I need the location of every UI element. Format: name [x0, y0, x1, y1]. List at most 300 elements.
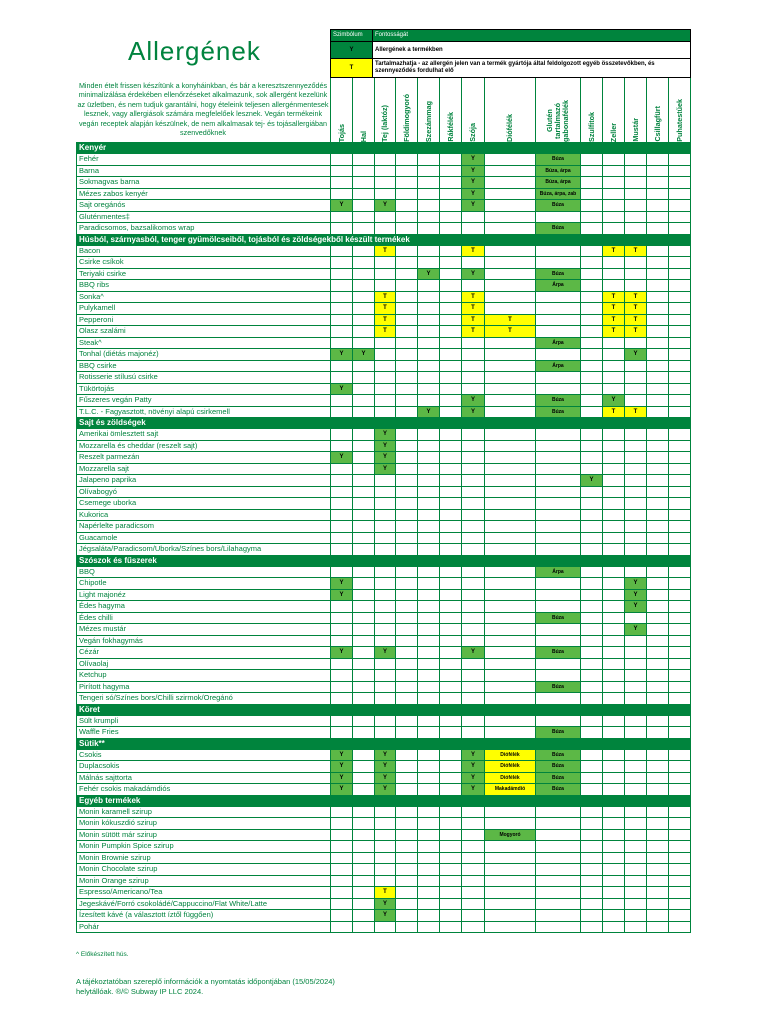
allergen-cell	[396, 715, 418, 727]
allergen-cell	[418, 532, 440, 544]
allergen-cell	[603, 670, 625, 682]
column-header	[581, 78, 603, 143]
allergen-cell: Búza, árpa	[536, 165, 581, 177]
allergen-cell	[603, 784, 625, 796]
allergen-cell	[396, 303, 418, 315]
table-row	[77, 223, 691, 235]
table-row	[77, 681, 691, 693]
allergen-cell	[396, 749, 418, 761]
table-row	[77, 395, 691, 407]
allergen-cell: Y	[462, 188, 485, 200]
allergen-cell: Y	[462, 749, 485, 761]
allergen-cell: Y	[462, 268, 485, 280]
footnote: ^ Előkészített hús.	[76, 951, 129, 958]
allergen-cell	[603, 360, 625, 372]
allergen-cell	[375, 406, 396, 418]
allergen-cell: Y	[375, 910, 396, 922]
allergen-cell	[669, 360, 691, 372]
allergen-cell	[485, 452, 536, 464]
allergen-cell	[331, 475, 353, 487]
allergen-cell: Búza	[536, 647, 581, 659]
item-name: Paradicsomos, bazsalikomos wrap	[77, 223, 331, 235]
table-row	[77, 383, 691, 395]
allergen-cell	[353, 360, 375, 372]
allergen-cell: Diófélék	[485, 761, 536, 773]
allergen-cell	[440, 360, 462, 372]
table-row	[77, 326, 691, 338]
allergen-cell	[485, 395, 536, 407]
allergen-cell	[625, 532, 647, 544]
allergen-cell	[418, 223, 440, 235]
allergen-cell	[375, 498, 396, 510]
allergen-cell	[375, 829, 396, 841]
allergen-cell: Y	[331, 761, 353, 773]
allergen-cell	[462, 601, 485, 613]
allergen-cell	[375, 223, 396, 235]
allergen-cell: Árpa	[536, 566, 581, 578]
allergen-cell	[625, 211, 647, 223]
allergen-cell	[669, 200, 691, 212]
allergen-cell: Y	[462, 772, 485, 784]
allergen-cell	[440, 887, 462, 899]
allergen-cell	[418, 715, 440, 727]
allergen-cell	[418, 314, 440, 326]
allergen-cell	[669, 921, 691, 933]
column-header-label: Szulfitok	[586, 112, 596, 142]
copyright-text: A tájékoztatóban szereplő információk a nyomtatás időpontjában (15/05/2024) helytállóak. ®/© Subway IP LLC 2024.	[76, 977, 335, 996]
allergen-cell	[353, 326, 375, 338]
allergen-cell	[353, 898, 375, 910]
allergen-cell	[669, 829, 691, 841]
allergen-cell	[669, 268, 691, 280]
allergen-cell	[396, 372, 418, 384]
allergen-cell	[440, 532, 462, 544]
section-header-row	[77, 795, 691, 806]
allergen-cell: Y	[353, 349, 375, 361]
item-name: Édes chilli	[77, 612, 331, 624]
allergen-cell	[331, 509, 353, 521]
allergen-cell	[536, 544, 581, 556]
allergen-cell: Y	[331, 772, 353, 784]
item-name: Tengeri só/Színes bors/Chilli szirmok/Oregánó	[77, 693, 331, 705]
allergen-cell	[625, 154, 647, 166]
allergen-cell	[669, 188, 691, 200]
header-spacer	[77, 78, 331, 143]
column-header	[603, 78, 625, 143]
table-row	[77, 486, 691, 498]
column-header-label: Tojás	[336, 123, 346, 142]
allergen-cell	[625, 818, 647, 830]
allergen-cell	[603, 658, 625, 670]
allergen-cell	[440, 406, 462, 418]
allergen-cell	[669, 383, 691, 395]
item-name: Sült krumpli	[77, 715, 331, 727]
allergen-cell	[603, 693, 625, 705]
allergen-cell	[440, 475, 462, 487]
column-header-label: Mustár	[630, 118, 640, 142]
allergen-cell	[603, 349, 625, 361]
allergen-cell	[485, 303, 536, 315]
allergen-cell	[485, 589, 536, 601]
allergen-cell	[418, 452, 440, 464]
allergen-cell	[418, 372, 440, 384]
allergen-cell	[669, 486, 691, 498]
allergen-cell	[331, 875, 353, 887]
allergen-cell	[536, 841, 581, 853]
allergen-cell: Y	[625, 624, 647, 636]
allergen-cell	[396, 452, 418, 464]
allergen-cell	[625, 772, 647, 784]
table-row	[77, 165, 691, 177]
allergen-cell	[669, 852, 691, 864]
allergen-cell	[418, 165, 440, 177]
allergen-cell	[440, 372, 462, 384]
allergen-cell	[440, 784, 462, 796]
allergen-cell	[353, 188, 375, 200]
allergen-cell	[581, 326, 603, 338]
allergen-cell	[603, 887, 625, 899]
allergen-cell	[418, 693, 440, 705]
allergen-cell	[375, 921, 396, 933]
allergen-cell	[647, 200, 669, 212]
allergen-cell: T	[375, 291, 396, 303]
allergen-cell	[669, 898, 691, 910]
allergen-cell	[603, 498, 625, 510]
allergen-cell	[647, 452, 669, 464]
table-row	[77, 303, 691, 315]
allergen-cell	[669, 223, 691, 235]
allergen-cell	[669, 670, 691, 682]
allergen-cell	[581, 303, 603, 315]
allergen-cell	[462, 486, 485, 498]
item-name: Sokmagvas barna	[77, 177, 331, 189]
allergen-cell	[536, 589, 581, 601]
allergen-cell	[353, 452, 375, 464]
allergen-cell	[647, 291, 669, 303]
allergen-cell	[603, 211, 625, 223]
allergen-cell	[536, 349, 581, 361]
allergen-cell	[485, 601, 536, 613]
allergen-cell	[462, 211, 485, 223]
allergen-cell	[581, 200, 603, 212]
allergen-cell	[331, 601, 353, 613]
allergen-cell	[418, 291, 440, 303]
allergen-cell	[536, 578, 581, 590]
table-row	[77, 749, 691, 761]
allergen-cell	[603, 727, 625, 739]
allergen-cell	[485, 864, 536, 876]
allergen-cell	[440, 852, 462, 864]
allergen-cell	[669, 749, 691, 761]
allergen-cell: Diófélék	[485, 772, 536, 784]
allergen-cell	[462, 818, 485, 830]
allergen-cell	[331, 337, 353, 349]
allergen-cell	[396, 360, 418, 372]
allergen-cell	[440, 578, 462, 590]
allergen-cell	[647, 475, 669, 487]
allergen-cell	[625, 337, 647, 349]
legend-text-y: Allergének a termékben	[373, 42, 691, 59]
allergen-cell	[418, 589, 440, 601]
allergen-cell	[536, 670, 581, 682]
allergen-cell	[462, 463, 485, 475]
allergen-cell	[353, 784, 375, 796]
item-name: Waffle Fries	[77, 727, 331, 739]
allergen-cell	[647, 670, 669, 682]
table-row	[77, 532, 691, 544]
allergen-cell	[625, 486, 647, 498]
allergen-cell	[581, 440, 603, 452]
allergen-cell	[625, 360, 647, 372]
allergen-cell	[669, 693, 691, 705]
allergen-cell	[581, 647, 603, 659]
allergen-cell	[462, 383, 485, 395]
allergen-cell	[603, 429, 625, 441]
allergen-cell	[440, 291, 462, 303]
allergen-cell	[625, 749, 647, 761]
allergen-cell	[418, 612, 440, 624]
table-row	[77, 211, 691, 223]
allergen-cell	[485, 635, 536, 647]
allergen-cell	[462, 910, 485, 922]
item-name: BBQ csirke	[77, 360, 331, 372]
allergen-cell	[440, 589, 462, 601]
allergen-cell	[669, 772, 691, 784]
table-row	[77, 589, 691, 601]
item-name: Kukorica	[77, 509, 331, 521]
table-row	[77, 463, 691, 475]
allergen-cell: T	[625, 326, 647, 338]
item-name: BBQ ribs	[77, 280, 331, 292]
allergen-cell	[331, 498, 353, 510]
allergen-cell	[375, 383, 396, 395]
allergen-cell	[485, 532, 536, 544]
allergen-cell	[375, 578, 396, 590]
allergen-cell: Y	[625, 349, 647, 361]
allergen-cell	[396, 910, 418, 922]
allergen-cell	[331, 165, 353, 177]
allergen-cell: Y	[462, 154, 485, 166]
column-header	[418, 78, 440, 143]
allergen-cell	[669, 177, 691, 189]
allergen-cell	[536, 314, 581, 326]
allergen-cell	[440, 601, 462, 613]
allergen-cell	[462, 566, 485, 578]
allergen-cell	[331, 395, 353, 407]
allergen-cell	[375, 818, 396, 830]
allergen-cell	[647, 280, 669, 292]
allergen-cell	[603, 601, 625, 613]
allergen-cell	[536, 601, 581, 613]
allergen-cell	[625, 727, 647, 739]
allergen-cell	[440, 223, 462, 235]
table-row	[77, 806, 691, 818]
item-name: Monin Brownie szirup	[77, 852, 331, 864]
allergen-cell	[581, 360, 603, 372]
allergen-cell	[418, 509, 440, 521]
allergen-cell	[625, 864, 647, 876]
allergen-cell	[536, 715, 581, 727]
allergen-cell	[625, 509, 647, 521]
allergen-cell	[353, 693, 375, 705]
allergen-cell	[581, 429, 603, 441]
allergen-cell	[331, 681, 353, 693]
item-name: Csokis	[77, 749, 331, 761]
allergen-cell	[375, 852, 396, 864]
allergen-cell	[581, 211, 603, 223]
allergen-cell	[647, 647, 669, 659]
allergen-cell	[331, 360, 353, 372]
legend-header-meaning: Fontosságát	[373, 30, 691, 42]
allergen-cell	[536, 440, 581, 452]
allergen-cell	[418, 818, 440, 830]
allergen-cell	[396, 291, 418, 303]
allergen-cell	[485, 486, 536, 498]
allergen-cell	[536, 429, 581, 441]
allergen-cell	[440, 761, 462, 773]
allergen-cell	[647, 681, 669, 693]
item-name: Mézes zabos kenyér	[77, 188, 331, 200]
allergen-cell	[485, 898, 536, 910]
allergen-cell	[485, 498, 536, 510]
allergen-cell	[647, 372, 669, 384]
allergen-cell	[625, 921, 647, 933]
allergen-cell	[462, 670, 485, 682]
allergen-cell	[581, 784, 603, 796]
allergen-cell: Y	[331, 200, 353, 212]
allergen-cell	[485, 280, 536, 292]
allergen-cell: T	[462, 291, 485, 303]
allergen-cell	[625, 268, 647, 280]
allergen-cell	[581, 681, 603, 693]
allergen-cell	[353, 635, 375, 647]
allergen-cell	[603, 910, 625, 922]
allergen-cell	[536, 498, 581, 510]
allergen-cell	[440, 245, 462, 257]
allergen-cell: T	[625, 245, 647, 257]
allergen-cell	[353, 383, 375, 395]
allergen-cell	[396, 532, 418, 544]
allergen-cell	[581, 852, 603, 864]
allergen-cell	[669, 589, 691, 601]
allergen-cell	[536, 509, 581, 521]
column-header-label: Glutén tartalmazó gabonafélék	[545, 100, 570, 142]
allergen-cell	[418, 188, 440, 200]
item-name: Sajt oregánós	[77, 200, 331, 212]
allergen-cell	[440, 154, 462, 166]
allergen-cell	[331, 223, 353, 235]
allergen-cell	[462, 658, 485, 670]
allergen-cell	[396, 337, 418, 349]
allergen-cell	[647, 303, 669, 315]
allergen-cell	[440, 910, 462, 922]
allergen-cell	[353, 223, 375, 235]
allergen-cell	[418, 257, 440, 269]
table-row	[77, 658, 691, 670]
allergen-cell	[462, 475, 485, 487]
allergen-cell	[375, 727, 396, 739]
allergen-cell	[396, 154, 418, 166]
allergen-cell	[353, 806, 375, 818]
allergen-cell	[536, 372, 581, 384]
allergen-cell: Búza, árpa, zab	[536, 188, 581, 200]
allergen-cell	[353, 177, 375, 189]
allergen-cell	[669, 727, 691, 739]
allergen-cell	[647, 601, 669, 613]
column-header	[375, 78, 396, 143]
allergen-cell	[669, 257, 691, 269]
table-row	[77, 601, 691, 613]
allergen-cell	[625, 383, 647, 395]
allergen-cell	[485, 727, 536, 739]
allergen-cell	[440, 635, 462, 647]
allergen-cell	[581, 383, 603, 395]
allergen-cell: Y	[331, 578, 353, 590]
allergen-cell	[418, 601, 440, 613]
item-name: Mozzarella sajt	[77, 463, 331, 475]
allergen-cell	[485, 544, 536, 556]
allergen-cell	[331, 624, 353, 636]
allergen-cell: Búza	[536, 772, 581, 784]
allergen-cell	[331, 612, 353, 624]
allergen-cell	[440, 566, 462, 578]
allergen-cell: T	[462, 326, 485, 338]
allergen-cell	[669, 314, 691, 326]
allergen-cell	[375, 841, 396, 853]
allergen-cell: Y	[462, 200, 485, 212]
allergen-cell	[462, 349, 485, 361]
allergen-cell	[396, 211, 418, 223]
allergen-cell	[396, 647, 418, 659]
item-name: Monin karamell szirup	[77, 806, 331, 818]
allergen-cell	[440, 544, 462, 556]
allergen-cell: Y	[462, 647, 485, 659]
allergen-cell	[485, 681, 536, 693]
allergen-cell: Makadámdió	[485, 784, 536, 796]
allergen-cell	[440, 921, 462, 933]
legend-table	[330, 29, 691, 78]
allergen-cell: Y	[331, 589, 353, 601]
item-name: Mézes mustár	[77, 624, 331, 636]
allergen-cell	[375, 589, 396, 601]
allergen-cell	[536, 875, 581, 887]
allergen-cell: T	[603, 326, 625, 338]
allergen-cell	[331, 841, 353, 853]
allergen-cell	[418, 177, 440, 189]
item-name: Édes hagyma	[77, 601, 331, 613]
allergen-cell	[396, 509, 418, 521]
column-header	[440, 78, 462, 143]
allergen-cell	[462, 921, 485, 933]
table-row	[77, 452, 691, 464]
allergen-cell	[440, 200, 462, 212]
allergen-cell	[625, 452, 647, 464]
allergen-cell	[353, 211, 375, 223]
allergen-cell	[603, 829, 625, 841]
allergen-cell	[353, 521, 375, 533]
allergen-cell	[669, 440, 691, 452]
allergen-cell	[353, 578, 375, 590]
allergen-cell	[536, 383, 581, 395]
allergen-cell: Búza	[536, 749, 581, 761]
allergen-cell	[462, 864, 485, 876]
table-row	[77, 498, 691, 510]
table-row	[77, 578, 691, 590]
allergen-cell	[396, 463, 418, 475]
allergen-cell	[669, 303, 691, 315]
allergen-cell	[603, 875, 625, 887]
allergen-cell: T	[603, 406, 625, 418]
